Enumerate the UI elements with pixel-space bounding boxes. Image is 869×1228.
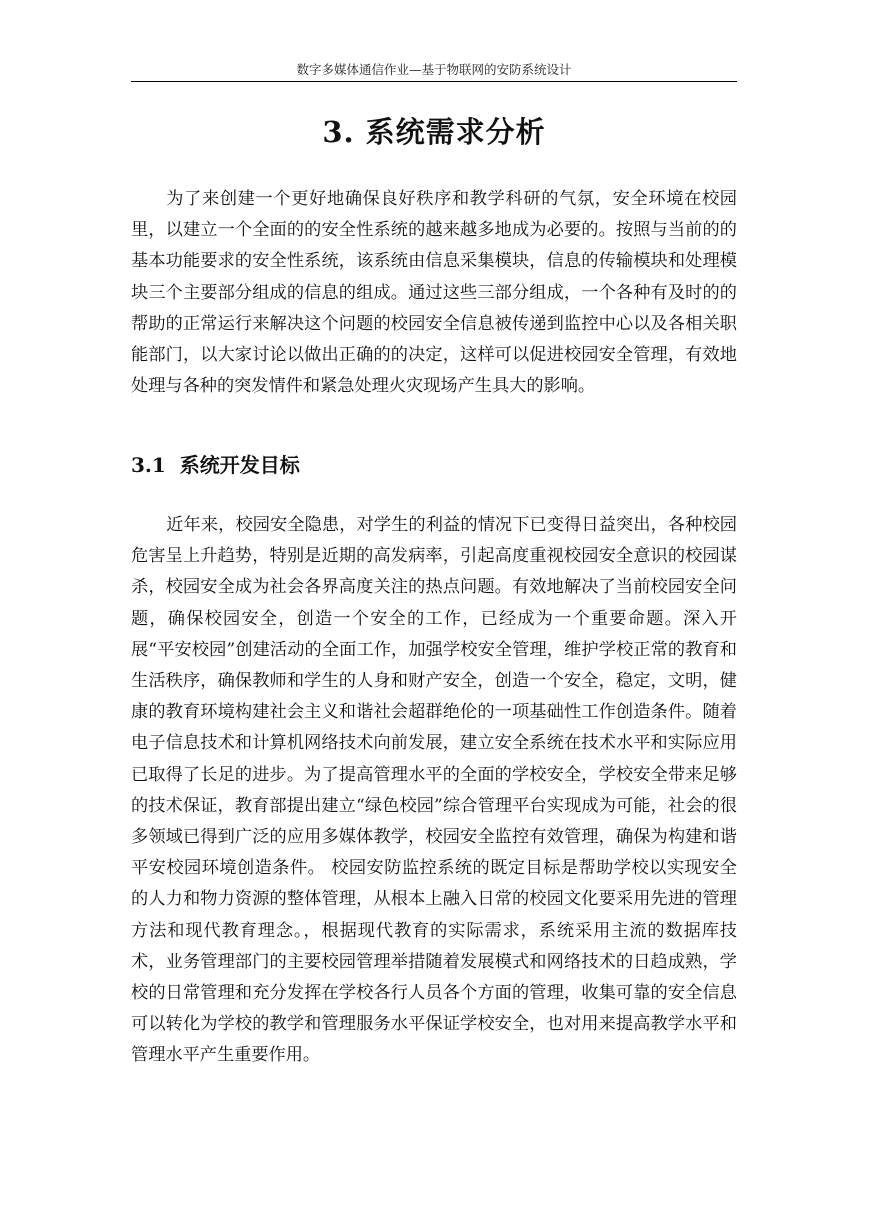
header-rule [131,81,737,82]
chapter-title: 3. 系统需求分析 [322,115,546,149]
section-title: 3.1 系统开发目标 [131,453,300,477]
running-header: 数字多媒体通信作业—基于物联网的安防系统设计 [296,62,572,77]
intro-paragraph: 为了来创建一个更好地确保良好秩序和教学科研的气氛，安全环境在校园里，以建立一个全面的的安全性系统的越来越多地成为必要的。按照与当前的的基本功能要求的安全性系统，该系统由信息采集模块，信息的传输模块和处理模块三个主要部分组成的信息的组成。通过这些三部分组成，一个各种有及时的的帮助的正常运行来解决这个问题的校园安全信息被传递到监控中心以及各相关职能部门，以大家讨论以做出正确的的决定，这样可以促进校园安全管理，有效地处理与各种的突发情件和紧急处理火灾现场产生具大的影响。 [131,189,737,397]
section-body-paragraph: 近年来，校园安全隐患，对学生的利益的情况下已变得日益突出，各种校园危害呈上升趋势，特别是近期的高发病率，引起高度重视校园安全意识的校园谋杀，校园安全成为社会各界高度关注的热点问题。有效地解决了当前校园安全问题，确保校园安全，创造一个安全的工作，已经成为一个重要命题。深入开展“平安校园”创建活动的全面工作，加强学校安全管理，维护学校正常的教育和生活秩序，确保教师和学生的人身和财产安全，创造一个安全，稳定，文明，健康的教育环境构建社会主义和谐社会超群绝伦的一项基础性工作创造条件。随着电子信息技术和计算机网络技术向前发展，建立安全系统在技术水平和实际应用已取得了长足的进步。为了提高管理水平的全面的学校安全，学校安全带来足够的技术保证，教育部提出建立“绿色校园”综合管理平台实现成为可能，社会的很多领域已得到广泛的应用多媒体教学，校园安全监控有效管理，确保为构建和谐平安校园环境创造条件。 校园安防监控系统的既定目标是帮助学校以实现安全的人力和物力资源的整体管理，从根本上融入日常的校园文化要采用先进的管理方法和现代教育理念。，根据现代教育的实际需求，系统采用主流的数据库技术，业务管理部门的主要校园管理举措随着发展模式和网络技术的日趋成熟，学校的日常管理和充分发挥在学校各行人员各个方面的管理，收集可靠的安全信息可以转化为学校的教学和管理服务水平保证学校安全，也对用来提高教学水平和管理水平产生重要作用。 [131,515,737,1066]
